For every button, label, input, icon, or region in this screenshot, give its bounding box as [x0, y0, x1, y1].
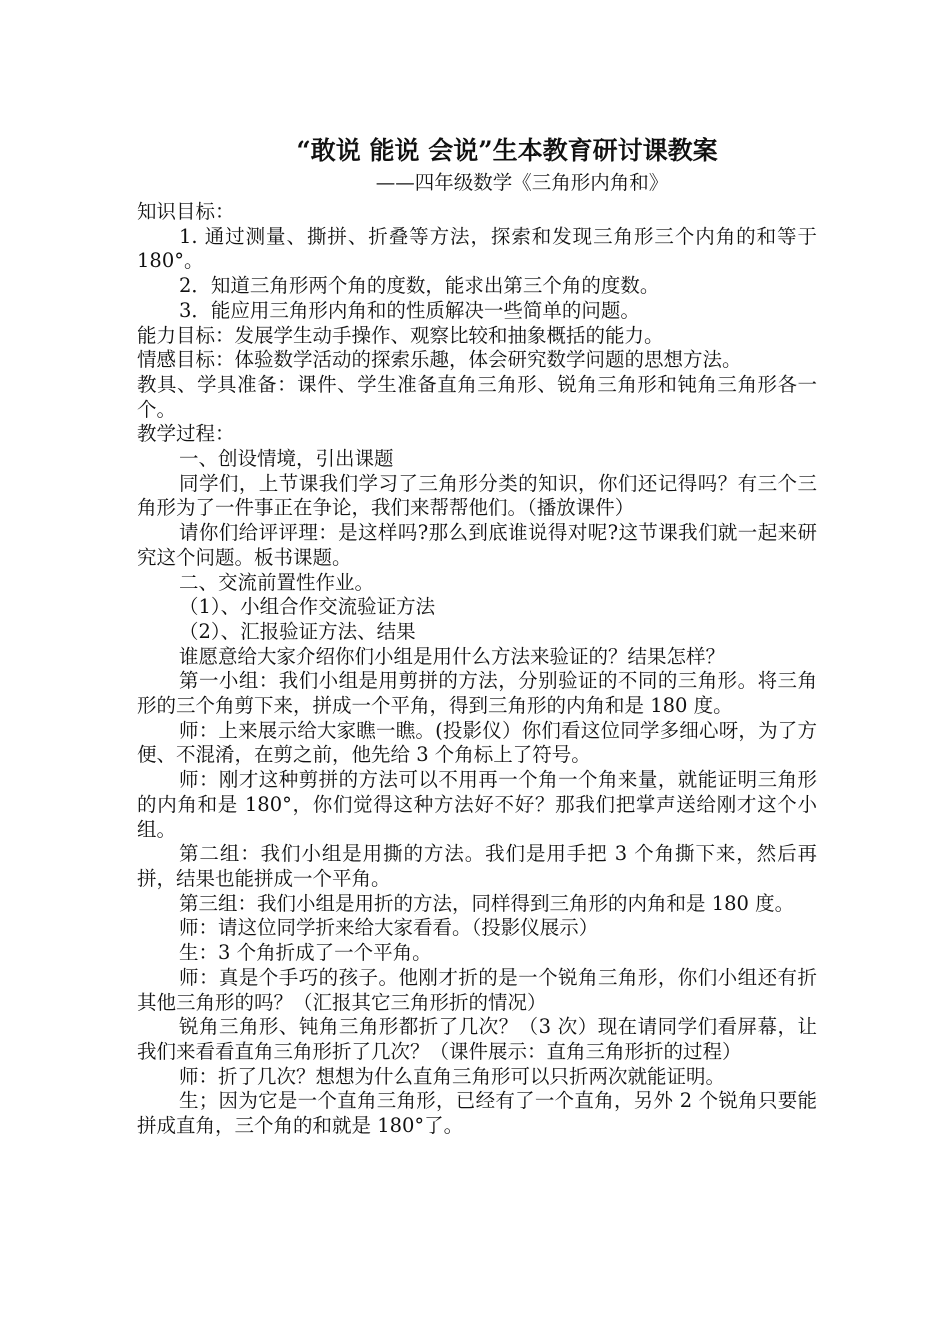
document-subtitle: ——四年级数学《三角形内角和》 [375, 171, 669, 194]
body-paragraph: （2）、汇报验证方法、结果 [179, 619, 416, 643]
body-paragraph: 师：折了几次？想想为什么直角三角形可以只折两次就能证明。 [179, 1064, 726, 1088]
body-paragraph: 生：3 个角折成了一个平角。 [179, 941, 432, 965]
body-paragraph: 师：真是个手巧的孩子。他刚才折的是一个锐角三角形，你们小组还有折其他三角形的吗？（汇报其它三角形折的情况） [137, 965, 817, 1014]
body-paragraph: 教学过程： [137, 422, 235, 446]
body-paragraph: 2．知道三角形两个角的度数，能求出第三个角的度数。 [179, 274, 660, 298]
body-paragraph: 二、交流前置性作业。 [179, 570, 375, 594]
body-paragraph: 师：上来展示给大家瞧一瞧。(投影仪）你们看这位同学多细心呀，为了方便、不混淆，在剪之前，他先给 3 个角标上了符号。 [137, 718, 817, 767]
body-paragraph: 师：请这位同学折来给大家看看。（投影仪展示） [179, 916, 599, 940]
body-paragraph: （1）、小组合作交流验证方法 [179, 595, 436, 619]
body-paragraph: 同学们，上节课我们学习了三角形分类的知识，你们还记得吗？有三个三角形为了一件事正在争论，我们来帮帮他们。（播放课件） [137, 471, 817, 520]
body-paragraph: 锐角三角形、钝角三角形都折了几次？（3 次）现在请同学们看屏幕，让我们来看看直角三角形折了几次？（课件展示：直角三角形折的过程） [137, 1015, 817, 1063]
body-paragraph: 1. 通过测量、撕拼、折叠等方法，探索和发现三角形三个内角的和等于 180°。 [137, 224, 817, 273]
body-paragraph: 一、创设情境，引出课题 [179, 447, 394, 471]
body-paragraph: 谁愿意给大家介绍你们小组是用什么方法来验证的？结果怎样？ [179, 644, 726, 668]
body-paragraph: 3．能应用三角形内角和的性质解决一些简单的问题。 [179, 298, 640, 322]
body-paragraph: 生；因为它是一个直角三角形，已经有了一个直角，另外 2 个锐角只要能拼成直角，三个角的和就是 180°了。 [137, 1089, 817, 1138]
body-paragraph: 第一小组：我们小组是用剪拼的方法，分别验证的不同的三角形。将三角形的三个角剪下来，拼成一个平角，得到三角形的内角和是 180 度。 [137, 669, 817, 718]
document-body [137, 200, 817, 1139]
body-paragraph: 第三组：我们小组是用折的方法，同样得到三角形的内角和是 180 度。 [179, 891, 795, 915]
document-page [137, 132, 817, 1139]
body-paragraph: 师：刚才这种剪拼的方法可以不用再一个角一个角来量，就能证明三角形的内角和是 180°，你们觉得这种方法好不好？那我们把掌声送给刚才这个小组。 [137, 768, 817, 841]
body-paragraph: 知识目标： [137, 200, 235, 223]
body-paragraph: 第二组：我们小组是用撕的方法。我们是用手把 3 个角撕下来，然后再拼，结果也能拼成一个平角。 [137, 842, 817, 890]
body-paragraph: 请你们给评评理：是这样吗?那么到底谁说得对呢?这节课我们就一起来研究这个问题。板书课题。 [137, 521, 817, 569]
body-paragraph: 教具、学具准备：课件、学生准备直角三角形、锐角三角形和钝角三角形各一个。 [137, 372, 817, 421]
document-title: “敢说 能说 会说”生本教育研讨课教案 [296, 136, 718, 165]
body-paragraph: 情感目标：体验数学活动的探索乐趣，体会研究数学问题的思想方法。 [137, 348, 742, 372]
body-paragraph: 能力目标：发展学生动手操作、观察比较和抽象概括的能力。 [137, 323, 664, 347]
